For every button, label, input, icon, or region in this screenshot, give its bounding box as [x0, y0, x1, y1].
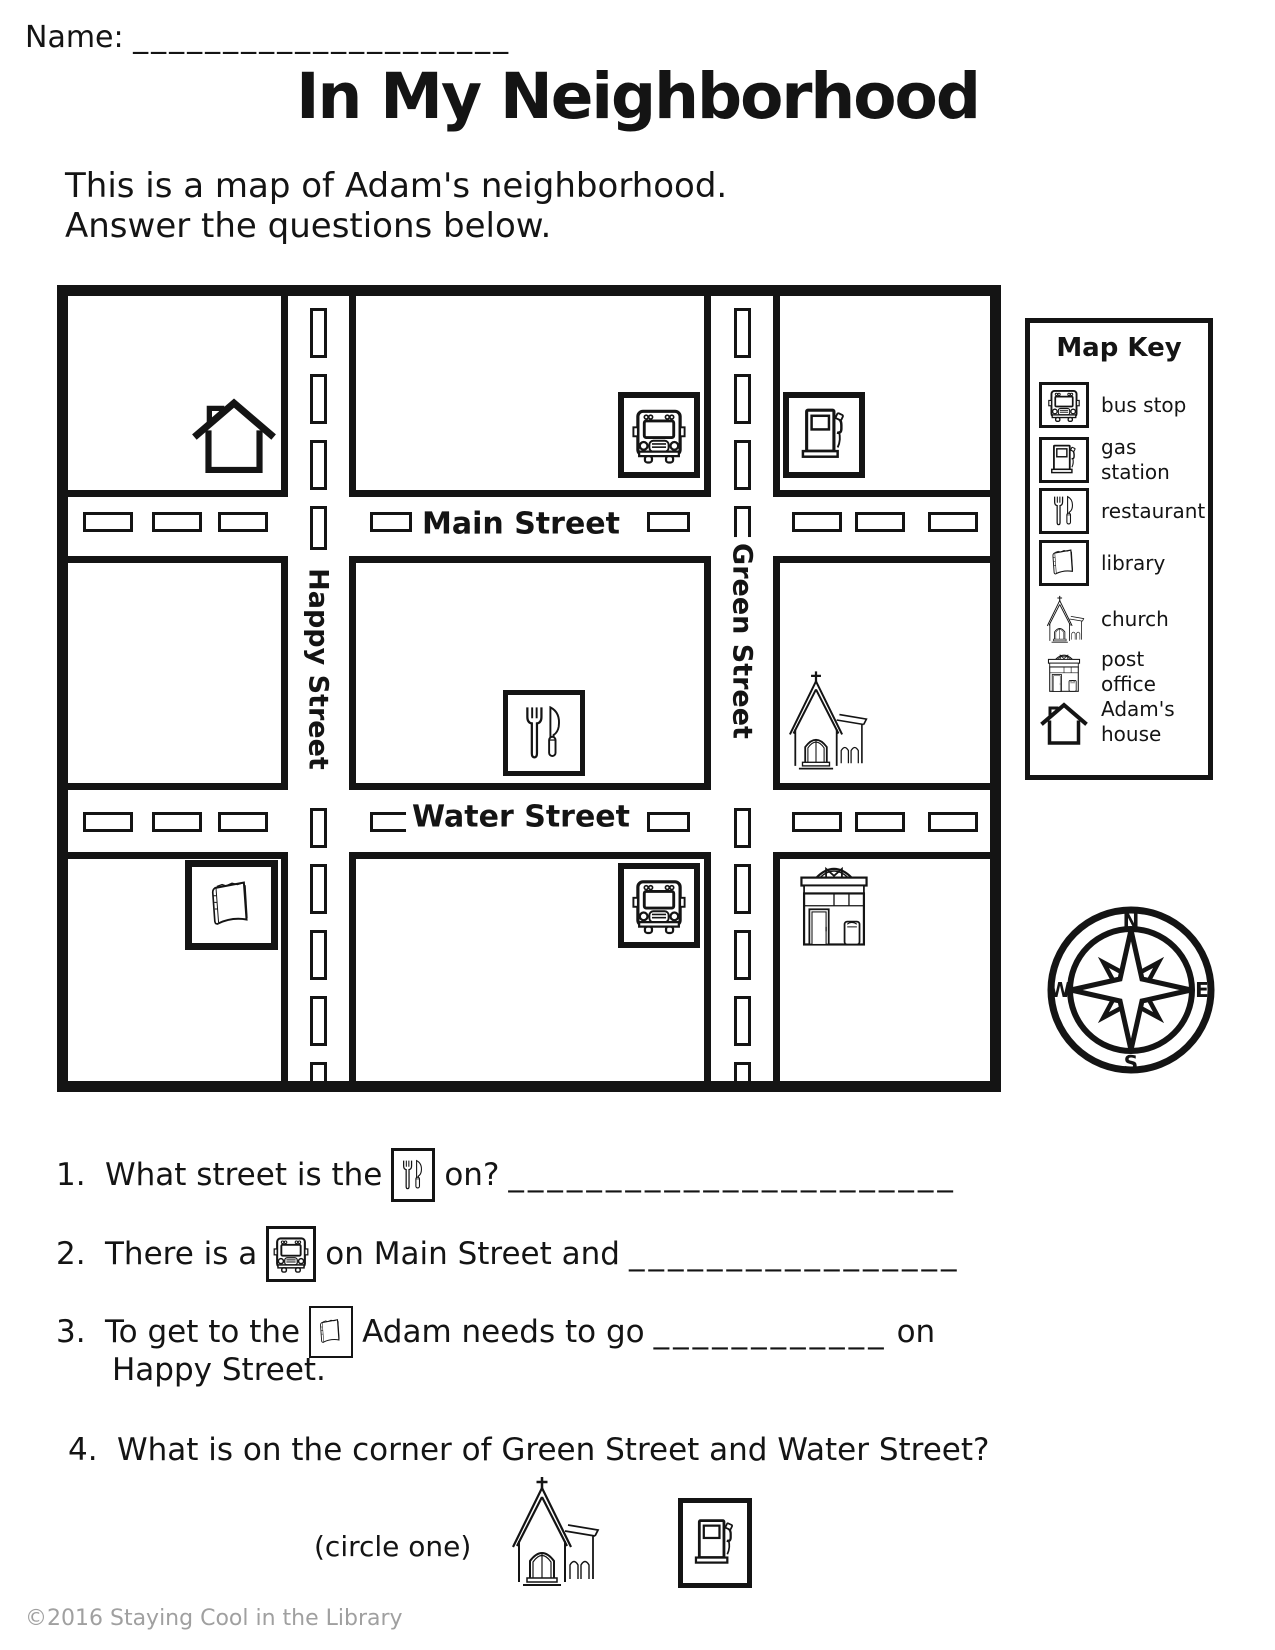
intro-line-1: This is a map of Adam's neighborhood. — [65, 166, 728, 206]
gas-station-map-marker[interactable] — [783, 392, 865, 478]
map-key — [1025, 318, 1213, 780]
road-dash — [734, 930, 751, 980]
road-dash — [310, 374, 327, 424]
road-dash — [310, 1062, 327, 1092]
church-icon — [780, 666, 870, 774]
gas-pump-icon — [1046, 441, 1082, 479]
road-dash — [855, 512, 905, 532]
road-dash — [647, 512, 690, 532]
key-item-restaurant — [1039, 488, 1206, 534]
road-dash — [310, 506, 327, 550]
key-iconbox — [1039, 540, 1089, 586]
church-map-marker[interactable] — [780, 666, 870, 774]
road-dash — [734, 440, 751, 490]
name-label: Name: — [25, 20, 124, 55]
bus-icon — [1045, 386, 1083, 424]
road-dash — [310, 440, 327, 490]
book-icon — [198, 872, 266, 938]
key-item-post-office — [1039, 647, 1201, 697]
question-4 — [68, 1432, 989, 1468]
house-icon — [1039, 695, 1089, 749]
key-label: gas station — [1101, 435, 1170, 484]
map-key-title: Map Key — [1056, 333, 1182, 363]
post-office-map-marker[interactable] — [786, 860, 882, 948]
copyright-text: ©2016 Staying Cool in the Library — [25, 1606, 403, 1631]
road-dash — [152, 512, 202, 532]
road-dash — [734, 808, 751, 848]
block-middle-left — [68, 556, 288, 790]
circle-one-option-gas-station[interactable] — [678, 1498, 752, 1588]
fork-knife-icon — [1046, 491, 1082, 531]
circle-one-label: (circle one) — [314, 1530, 472, 1563]
bus-icon — [627, 402, 691, 468]
key-label: Adam's house — [1101, 697, 1175, 746]
compass-north-label: N — [1122, 909, 1140, 933]
happy-street-label: Happy Street — [303, 562, 334, 776]
question-3 — [56, 1306, 935, 1358]
question-iconbox — [309, 1306, 353, 1358]
key-label: post office — [1101, 647, 1156, 696]
question-3-line2: Happy Street. — [112, 1352, 326, 1388]
key-item-adams-house — [1039, 695, 1189, 749]
road-dash — [647, 812, 690, 832]
fork-knife-icon — [512, 698, 576, 768]
compass-east-label: E — [1195, 978, 1209, 1002]
book-icon — [1045, 544, 1083, 582]
road-dash — [855, 812, 905, 832]
road-dash — [83, 512, 133, 532]
key-icon — [1039, 595, 1089, 643]
question-number: 2. — [56, 1236, 86, 1272]
key-item-church — [1039, 595, 1201, 643]
post-office-icon — [1041, 651, 1087, 693]
question-text: What street is the — [105, 1157, 383, 1193]
key-iconbox — [1039, 437, 1089, 483]
question-text: To get to the — [105, 1314, 301, 1350]
road-dash — [792, 512, 842, 532]
name-blank-line[interactable]: _____________________ — [133, 20, 512, 55]
bus-icon — [270, 1231, 312, 1277]
bus-stop-map-marker-water-street[interactable] — [618, 863, 700, 948]
question-iconbox — [391, 1148, 435, 1202]
road-dash — [734, 308, 751, 358]
road-dash — [370, 512, 412, 532]
gas-pump-icon — [687, 1507, 743, 1579]
road-dash — [218, 512, 268, 532]
key-label: church — [1101, 606, 1169, 631]
key-icon — [1039, 651, 1089, 693]
gas-pump-icon — [793, 402, 855, 468]
question-text: on Main Street and — [325, 1236, 620, 1272]
name-row — [25, 20, 511, 55]
road-dash — [310, 864, 327, 914]
road-dash — [734, 374, 751, 424]
compass-rose — [1045, 904, 1217, 1076]
intro-text — [65, 166, 727, 246]
answer-blank[interactable]: ____________ — [653, 1314, 888, 1350]
answer-blank[interactable]: _________________ — [628, 1236, 961, 1272]
bus-icon — [627, 873, 691, 938]
road-dash — [218, 812, 268, 832]
green-street-label: Green Street — [727, 537, 758, 745]
question-1 — [56, 1148, 957, 1202]
question-text: on? — [444, 1157, 500, 1193]
bus-stop-map-marker-main-street[interactable] — [618, 392, 700, 478]
road-dash — [734, 996, 751, 1046]
road-dash — [310, 308, 327, 358]
question-text: Adam needs to go — [362, 1314, 645, 1350]
road-dash — [734, 864, 751, 914]
intro-line-2: Answer the questions below. — [65, 206, 552, 247]
compass-rose-icon — [1045, 904, 1217, 1076]
road-dash — [152, 812, 202, 832]
road-dash — [310, 808, 327, 848]
question-number: 3. — [56, 1314, 86, 1350]
page-title: In My Neighborhood — [296, 60, 979, 133]
road-dash — [792, 812, 842, 832]
question-text: What is on the corner of Green Street and Water Street? — [117, 1432, 990, 1468]
key-item-bus-stop — [1039, 382, 1201, 428]
key-label: restaurant — [1101, 498, 1206, 523]
fork-knife-icon — [395, 1152, 431, 1198]
church-icon — [502, 1474, 602, 1588]
road-dash — [928, 512, 978, 532]
key-iconbox — [1039, 488, 1089, 534]
answer-blank[interactable]: _______________________ — [508, 1157, 957, 1193]
key-icon — [1039, 695, 1089, 749]
book-icon — [313, 1311, 349, 1353]
question-text: There is a — [105, 1236, 258, 1272]
question-number: 1. — [56, 1157, 86, 1193]
road-dash — [928, 812, 978, 832]
neighborhood-map — [57, 285, 1001, 1092]
road-dash — [83, 812, 133, 832]
question-2 — [56, 1226, 960, 1282]
adams-house-map-marker[interactable] — [190, 386, 278, 480]
question-number: 4. — [68, 1432, 98, 1468]
main-street-label: Main Street — [416, 507, 626, 542]
church-icon — [1042, 595, 1086, 643]
restaurant-map-marker[interactable] — [503, 690, 585, 776]
key-label: bus stop — [1101, 392, 1187, 417]
question-text: on — [896, 1314, 936, 1350]
compass-west-label: W — [1048, 978, 1072, 1002]
water-street-label: Water Street — [406, 800, 636, 835]
house-icon — [190, 386, 278, 480]
question-iconbox — [266, 1226, 316, 1282]
road-dash — [734, 1062, 751, 1092]
key-item-library — [1039, 540, 1201, 586]
post-office-icon — [786, 860, 882, 948]
key-label: library — [1101, 550, 1166, 575]
road-dash — [310, 930, 327, 980]
key-iconbox — [1039, 382, 1089, 428]
key-item-gas-station — [1039, 435, 1201, 485]
road-dash — [310, 996, 327, 1046]
library-map-marker[interactable] — [185, 860, 278, 950]
circle-one-option-church[interactable] — [502, 1474, 602, 1588]
compass-south-label: S — [1123, 1051, 1139, 1075]
